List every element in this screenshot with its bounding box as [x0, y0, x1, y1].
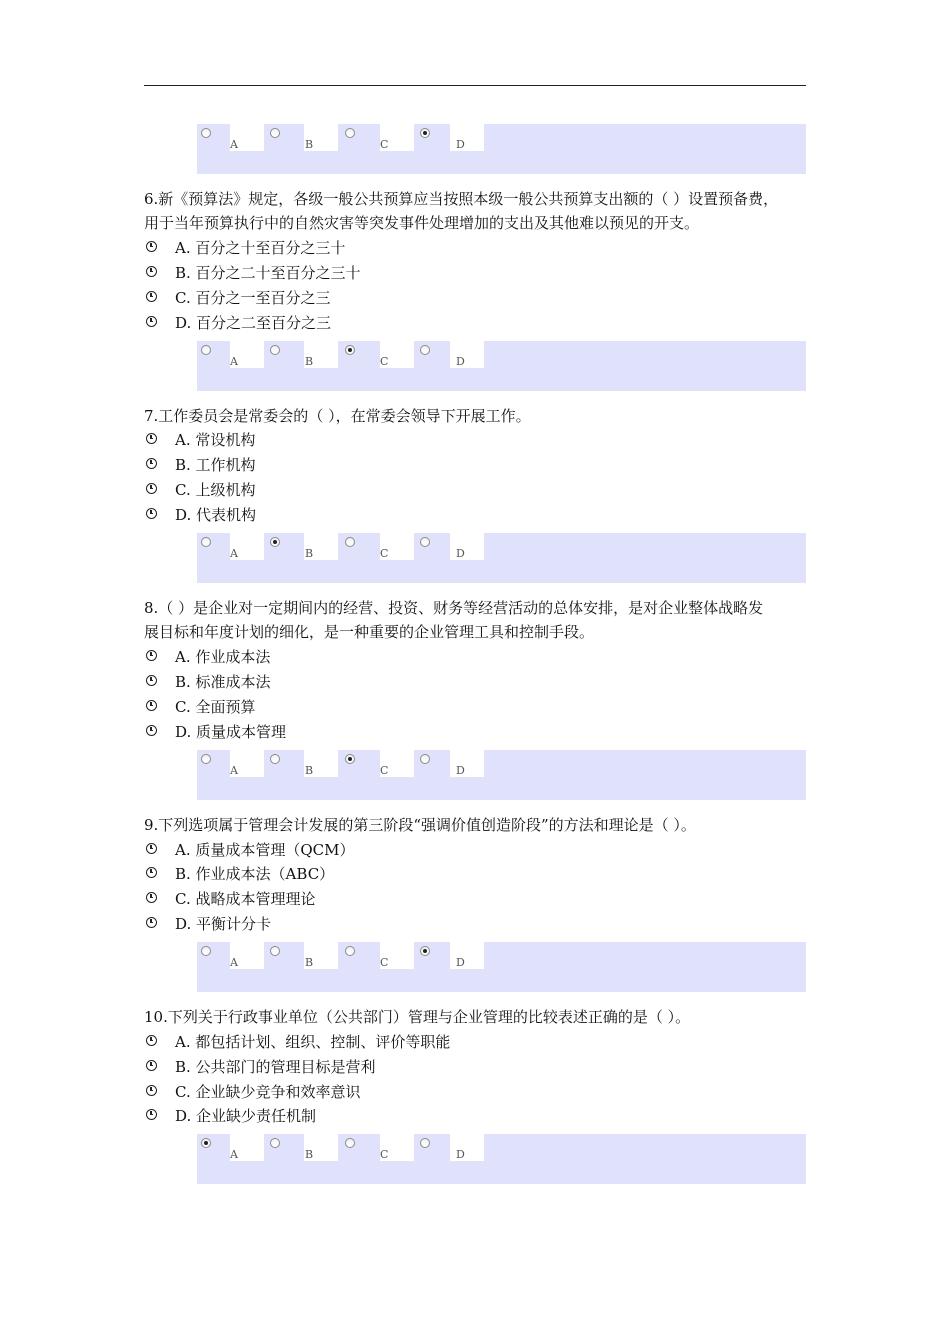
option-letter-c: C — [380, 355, 389, 368]
answer-bar — [197, 942, 806, 992]
clock-icon — [146, 1060, 157, 1071]
clock-icon — [146, 316, 157, 327]
radio-b[interactable] — [270, 345, 280, 355]
answer-bar — [197, 750, 806, 800]
question-line: 6.新《预算法》规定，各级一般公共预算应当按照本级一般公共预算支出额的（ ）设置预备费， — [144, 190, 779, 208]
radio-d[interactable] — [420, 946, 430, 956]
option-text: B. 百分之二十至百分之三十 — [175, 264, 361, 282]
question-line: 用于当年预算执行中的自然灾害等突发事件处理增加的支出及其他难以预见的开支。 — [144, 214, 700, 232]
clock-icon — [146, 1085, 157, 1096]
clock-icon — [146, 458, 157, 469]
option-letter-c: C — [380, 764, 389, 777]
radio-a[interactable] — [201, 128, 211, 138]
option-letter-a: A — [230, 764, 238, 777]
answer-bar — [197, 1134, 806, 1184]
radio-a[interactable] — [201, 345, 211, 355]
radio-c[interactable] — [345, 946, 355, 956]
radio-a[interactable] — [201, 1138, 211, 1148]
option-text: B. 工作机构 — [175, 456, 256, 474]
radio-d[interactable] — [420, 128, 430, 138]
clock-icon — [146, 675, 157, 686]
radio-d[interactable] — [420, 345, 430, 355]
clock-icon — [146, 650, 157, 661]
option-letter-c: C — [380, 1148, 389, 1161]
option-text: A. 作业成本法 — [175, 648, 271, 666]
option-letter-b: B — [305, 355, 314, 368]
option-letter-d: D — [456, 1148, 465, 1161]
option-letter-d: D — [456, 956, 465, 969]
option-text: D. 质量成本管理 — [175, 723, 287, 741]
option-text: C. 企业缺少竞争和效率意识 — [175, 1083, 361, 1101]
option-letter-d: D — [456, 547, 465, 560]
option-text: B. 公共部门的管理目标是营利 — [175, 1058, 376, 1076]
option-text: B. 标准成本法 — [175, 673, 271, 691]
clock-icon — [146, 725, 157, 736]
option-text: D. 百分之二至百分之三 — [175, 314, 332, 332]
option-letter-a: A — [230, 138, 238, 151]
option-letter-b: B — [305, 1148, 314, 1161]
option-letter-a: A — [230, 956, 238, 969]
question-line: 8.（ ）是企业对一定期间内的经营、投资、财务等经营活动的总体安排，是对企业整体战略发 — [144, 599, 764, 617]
radio-d[interactable] — [420, 754, 430, 764]
clock-icon — [146, 700, 157, 711]
option-letter-b: B — [305, 138, 314, 151]
radio-a[interactable] — [201, 946, 211, 956]
option-text: A. 百分之十至百分之三十 — [175, 239, 346, 257]
clock-icon — [146, 483, 157, 494]
clock-icon — [146, 1109, 157, 1120]
question-line: 展目标和年度计划的细化，是一种重要的企业管理工具和控制手段。 — [144, 623, 595, 641]
question-8-text — [144, 596, 816, 644]
radio-b[interactable] — [270, 128, 280, 138]
option-letter-a: A — [230, 355, 238, 368]
radio-b[interactable] — [270, 537, 280, 547]
option-text: D. 企业缺少责任机制 — [175, 1107, 317, 1125]
top-rule — [144, 85, 806, 86]
radio-b[interactable] — [270, 1138, 280, 1148]
option-text: A. 常设机构 — [175, 431, 256, 449]
radio-a[interactable] — [201, 537, 211, 547]
clock-icon — [146, 433, 157, 444]
question-line: 7.工作委员会是常委会的（ ），在常委会领导下开展工作。 — [144, 407, 531, 425]
option-text: D. 平衡计分卡 — [175, 915, 272, 933]
question-9-text — [144, 813, 816, 837]
clock-icon — [146, 917, 157, 928]
radio-b[interactable] — [270, 946, 280, 956]
option-text: A. 都包括计划、组织、控制、评价等职能 — [175, 1033, 451, 1051]
option-letter-b: B — [305, 764, 314, 777]
option-text: A. 质量成本管理（QCM） — [175, 841, 355, 859]
option-text: C. 战略成本管理理论 — [175, 890, 316, 908]
radio-c[interactable] — [345, 1138, 355, 1148]
clock-icon — [146, 266, 157, 277]
clock-icon — [146, 241, 157, 252]
clock-icon — [146, 1035, 157, 1046]
option-text: C. 上级机构 — [175, 481, 256, 499]
question-6-text — [144, 187, 816, 235]
option-letter-c: C — [380, 956, 389, 969]
question-10-text — [144, 1005, 816, 1029]
clock-icon — [146, 843, 157, 854]
question-7-text — [144, 404, 816, 428]
option-letter-d: D — [456, 138, 465, 151]
clock-icon — [146, 508, 157, 519]
radio-d[interactable] — [420, 1138, 430, 1148]
option-letter-b: B — [305, 956, 314, 969]
answer-bar — [197, 341, 806, 391]
option-letter-d: D — [456, 355, 465, 368]
radio-c[interactable] — [345, 128, 355, 138]
option-text: C. 全面预算 — [175, 698, 256, 716]
question-line: 9.下列选项属于管理会计发展的第三阶段“强调价值创造阶段”的方法和理论是（ ）。 — [144, 816, 696, 834]
option-letter-a: A — [230, 1148, 238, 1161]
radio-b[interactable] — [270, 754, 280, 764]
radio-c[interactable] — [345, 345, 355, 355]
clock-icon — [146, 291, 157, 302]
option-text: D. 代表机构 — [175, 506, 257, 524]
option-text: C. 百分之一至百分之三 — [175, 289, 331, 307]
radio-d[interactable] — [420, 537, 430, 547]
answer-bar — [197, 533, 806, 583]
question-line: 10.下列关于行政事业单位（公共部门）管理与企业管理的比较表述正确的是（ ）。 — [144, 1008, 691, 1026]
option-letter-c: C — [380, 547, 389, 560]
option-letter-d: D — [456, 764, 465, 777]
radio-c[interactable] — [345, 754, 355, 764]
option-letter-b: B — [305, 547, 314, 560]
answer-bar — [197, 124, 806, 174]
radio-a[interactable] — [201, 754, 211, 764]
option-letter-a: A — [230, 547, 238, 560]
option-text: B. 作业成本法（ABC） — [175, 865, 335, 883]
clock-icon — [146, 867, 157, 878]
option-letter-c: C — [380, 138, 389, 151]
radio-c[interactable] — [345, 537, 355, 547]
clock-icon — [146, 892, 157, 903]
